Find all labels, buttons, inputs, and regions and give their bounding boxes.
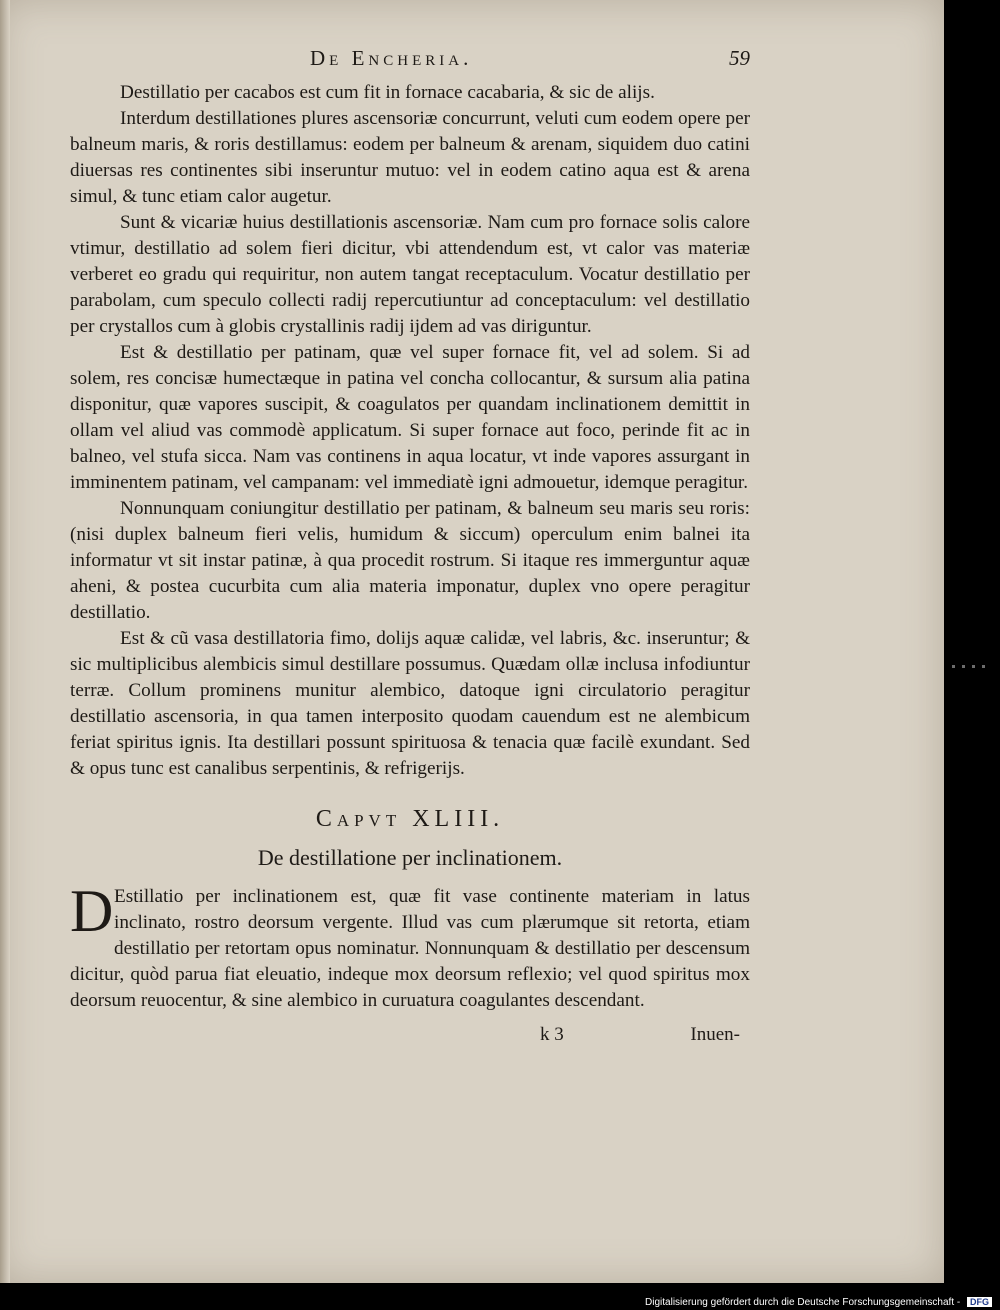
drop-cap: D — [70, 878, 114, 944]
scan-edge-dots — [952, 665, 992, 668]
digitization-credit-text: Digitalisierung gefördert durch die Deutsche Forschungsgemeinschaft - — [645, 1297, 961, 1308]
digitization-credit — [645, 1297, 992, 1308]
page-number: 59 — [729, 46, 750, 70]
running-head — [70, 46, 750, 80]
catchword: Inuen- — [690, 1024, 740, 1045]
page-footer — [70, 1016, 750, 1056]
chapter-subtitle: De destillatione per inclinationem. — [257, 845, 563, 870]
chapter-heading: Capvt XLIII. — [315, 806, 505, 832]
paragraph-3: Sunt & vicariæ huius destillationis ascensoriæ. Nam cum pro fornace solis calore vtimur, destillatio ad solem fieri dicitur, vbi attendendum est, vt calor vas materiæ verberet eo gradu qui requiritur, non autem tangat receptaculum. Vocatur destillatio per parabolam, cum speculo collecti radij repercutiuntur ad conceptaculum: vel destillatio per crystallos cum à globis crystallinis radij ijdem ad vas diriguntur. — [70, 212, 750, 337]
signature-mark: k 3 — [540, 1024, 564, 1045]
paragraph-5: Nonnunquam coniungitur destillatio per patinam, & balneum seu maris seu roris: (nisi duplex balneum fieri velis, humidum & siccum) operculum enim balnei ita informatur vt sit instar patinæ, à qua procedit rostrum. Si itaque res immerguntur aquæ aheni, & postea cucurbita cum alia materia imponatur, duplex vno opere peragitur destillatio. — [70, 498, 750, 623]
chapter-first-paragraph-text: Estillatio per inclinationem est, quæ fit vase continente materiam in latus inclinato, rostro deorsum vergente. Illud vas cum plærumque sit retorta, etiam destillatio per retortam opus nominatur. Nonnunquam & destillatio per descensum dicitur, quòd parua fiat eleuatio, indeque mox deorsum reflexio; vel quod spiritus mox deorsum reuocentur, & sine alembico in curuatura coagulantes descendant. — [70, 886, 750, 1011]
paragraph-2: Interdum destillationes plures ascensoriæ concurrunt, veluti cum eodem opere per balneum maris, & roris destillamus: eodem per balneum & arenam, siquidem duo catini diuersas res continentes sibi inseruntur mutuo: vel in eodem catino aqua est & arena simul, & tunc etiam calor augetur. — [70, 108, 750, 207]
page-gutter-shadow — [0, 0, 10, 1283]
running-head-title: De Encheria. — [310, 46, 473, 70]
page-text-block — [70, 46, 750, 1056]
dfg-logo: DFG — [967, 1297, 992, 1307]
paragraph-4: Est & destillatio per patinam, quæ vel super fornace fit, vel ad solem. Si ad solem, res concisæ humectæque in patina vel concha collocantur, & sursum alia patina disponitur, quæ vapores suscipit, & coagulatos per quandam inclinationem demittit in ollam vel aliud vas commodè applicatum. Si super fornace aut foco, perinde fit ac in balneo, vel stufa sicca. Nam vas continens in aqua locatur, vt inde vapores assurgant in imminentem patinam, vel campanam: vel immediatè igni admouetur, idemque peragitur. — [70, 342, 750, 493]
chapter-first-paragraph — [70, 878, 750, 1014]
paragraph-6: Est & cũ vasa destillatoria fimo, dolijs aquæ calidæ, vel labris, &c. inseruntur; & sic multiplicibus alembicis simul destillare possumus. Quædam ollæ inclusa infodiuntur terræ. Collum prominens munitur alembico, datoque igni circulatorio peragitur destillatio ascensoria, in qua tamen interposito quodam cauendum est ne alembicum feriat spiritus ignis. Ita destillari possunt spirituosa & tenacia quæ facilè exundant. Sed & opus tunc est canalibus serpentinis, & refrigerijs. — [70, 628, 750, 779]
paragraph-1: Destillatio per cacabos est cum fit in fornace cacabaria, & sic de alijs. — [120, 82, 655, 103]
